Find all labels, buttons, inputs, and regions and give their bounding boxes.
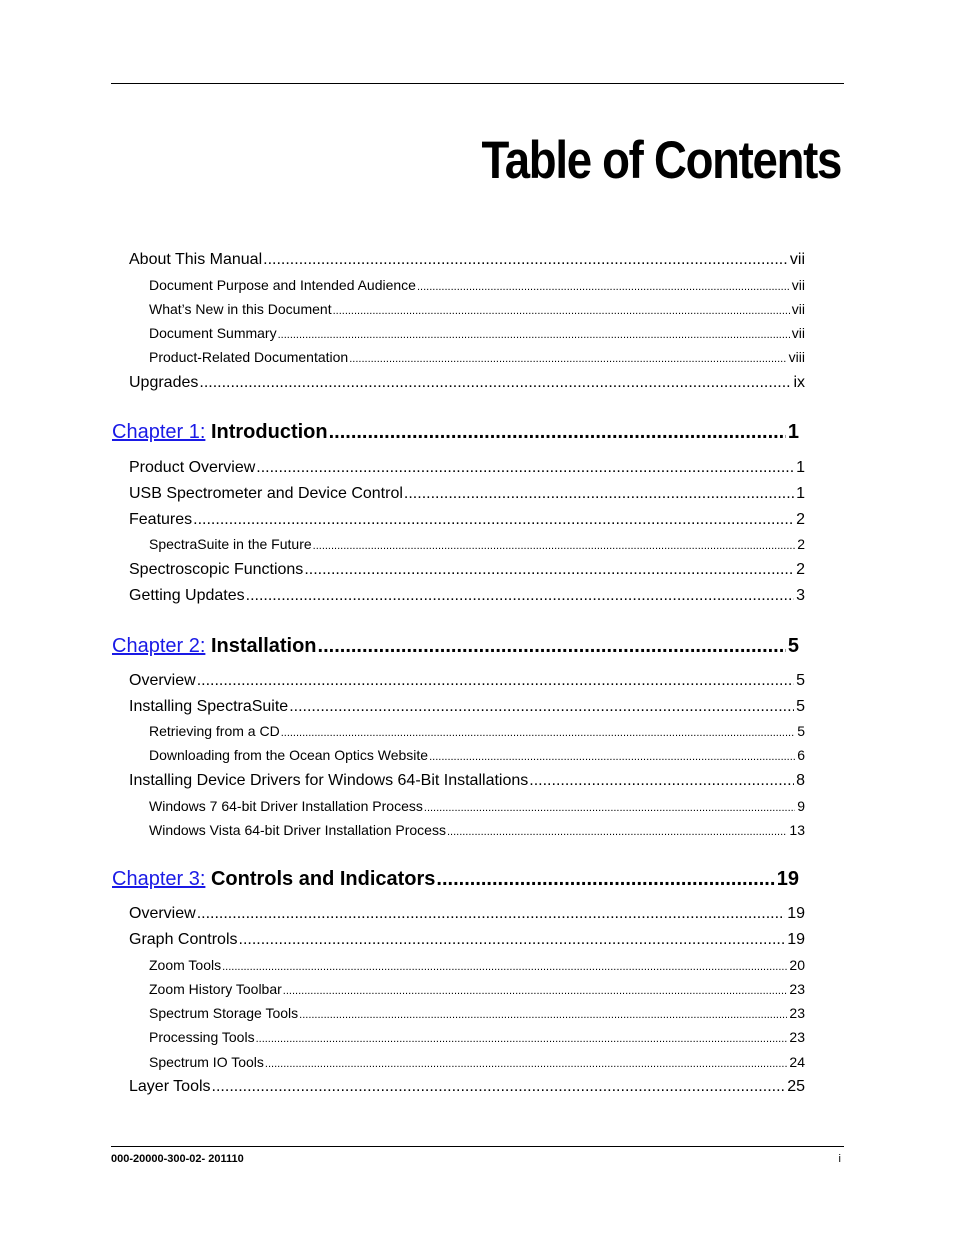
toc-entry-title: Installing SpectraSuite: [129, 698, 289, 715]
toc-subsection-entry[interactable]: [149, 349, 805, 365]
toc-section-entry[interactable]: [129, 587, 805, 605]
toc-page-number: 5: [797, 723, 805, 739]
dot-leader: [265, 1058, 788, 1070]
chapter-title: Installation: [210, 635, 317, 657]
toc-entry-title: Product-Related Documentation: [149, 349, 349, 365]
toc-page-number: 13: [789, 822, 805, 838]
dot-leader: [436, 868, 774, 891]
toc-page-number: 24: [789, 1054, 805, 1070]
toc-section-entry[interactable]: [129, 905, 805, 923]
toc-entry-title: About This Manual: [129, 251, 263, 268]
dot-leader: [299, 1009, 787, 1021]
toc-page-number: 2: [797, 536, 805, 552]
toc-section-entry[interactable]: [129, 459, 805, 477]
dot-leader: [199, 374, 791, 392]
toc-page-number: vii: [791, 277, 805, 293]
toc-page-number: 19: [787, 905, 805, 922]
toc-entry-title: Document Summary: [149, 325, 277, 341]
toc-section-entry[interactable]: [129, 485, 805, 503]
chapter-title: Introduction: [210, 421, 328, 443]
dot-leader: [529, 772, 794, 790]
dot-leader: [447, 826, 787, 838]
dot-leader: [333, 305, 790, 317]
dot-leader: [256, 459, 794, 477]
dot-leader: [281, 727, 796, 739]
toc-subsection-entry[interactable]: [149, 277, 805, 293]
toc-entry-title: Overview: [129, 905, 196, 922]
toc-section-entry[interactable]: [129, 772, 805, 790]
toc-entry-title: Windows 7 64-bit Driver Installation Process: [149, 798, 423, 814]
dot-leader: [197, 905, 786, 923]
toc-section-entry[interactable]: [129, 374, 805, 392]
page-number: i: [838, 1153, 841, 1165]
toc-entry-title: [112, 421, 328, 444]
chapter-link[interactable]: Chapter 2:: [112, 635, 206, 657]
toc-entry-title: [112, 635, 317, 658]
dot-leader: [429, 751, 795, 763]
page-title: Table of Contents: [481, 131, 841, 190]
toc-page-number: 23: [789, 981, 805, 997]
footer-rule: [111, 1146, 844, 1147]
toc-page-number: 1: [796, 485, 805, 502]
toc-chapter-entry[interactable]: [112, 635, 799, 658]
toc-page-number: 6: [797, 747, 805, 763]
toc-section-entry[interactable]: [129, 561, 805, 579]
toc-page-number: 23: [789, 1005, 805, 1021]
dot-leader: [289, 698, 794, 716]
toc-entry-title: Getting Updates: [129, 587, 245, 604]
toc-page-number: 8: [796, 772, 805, 789]
toc-page-number: ix: [793, 374, 805, 391]
toc-page-number: 1: [796, 459, 805, 476]
toc-entry-title: Product Overview: [129, 459, 256, 476]
toc-page-number: 19: [776, 868, 799, 890]
dot-leader: [329, 421, 786, 444]
toc-subsection-entry[interactable]: [149, 1029, 805, 1045]
dot-leader: [256, 1033, 788, 1045]
toc-page-number: 5: [787, 635, 799, 657]
chapter-title: Controls and Indicators: [210, 868, 436, 890]
toc-section-entry[interactable]: [129, 672, 805, 690]
toc-entry-title: Spectrum IO Tools: [149, 1054, 264, 1070]
toc-entry-title: Overview: [129, 672, 196, 689]
toc-entry-title: Zoom History Toolbar: [149, 981, 282, 997]
toc-entry-title: Spectrum Storage Tools: [149, 1005, 299, 1021]
toc-section-entry[interactable]: [129, 251, 805, 269]
toc-subsection-entry[interactable]: [149, 981, 805, 997]
toc-subsection-entry[interactable]: [149, 747, 805, 763]
toc-subsection-entry[interactable]: [149, 957, 805, 973]
toc-entry-title: Processing Tools: [149, 1029, 255, 1045]
header-rule: [111, 83, 844, 84]
toc-subsection-entry[interactable]: [149, 822, 805, 838]
toc-chapter-entry[interactable]: [112, 421, 799, 444]
toc-section-entry[interactable]: [129, 931, 805, 949]
toc-entry-title: Spectroscopic Functions: [129, 561, 304, 578]
dot-leader: [318, 635, 786, 658]
dot-leader: [278, 329, 790, 341]
toc-section-entry[interactable]: [129, 1078, 805, 1096]
toc-subsection-entry[interactable]: [149, 325, 805, 341]
dot-leader: [222, 961, 787, 973]
toc-entry-title: Document Purpose and Intended Audience: [149, 277, 416, 293]
toc-entry-title: Graph Controls: [129, 931, 238, 948]
toc-page-number: 20: [789, 957, 805, 973]
toc-subsection-entry[interactable]: [149, 1005, 805, 1021]
toc-page-number: 2: [796, 511, 805, 528]
dot-leader: [424, 802, 795, 814]
toc-page-number: viii: [788, 349, 805, 365]
toc-entry-title: USB Spectrometer and Device Control: [129, 485, 403, 502]
document-number: 000-20000-300-02- 201110: [111, 1153, 244, 1165]
toc-entry-title: SpectraSuite in the Future: [149, 536, 312, 552]
toc-subsection-entry[interactable]: [149, 536, 805, 552]
dot-leader: [417, 281, 790, 293]
toc-section-entry[interactable]: [129, 511, 805, 529]
toc-page-number: 25: [787, 1078, 805, 1095]
dot-leader: [349, 353, 786, 365]
toc-page-number: vii: [791, 325, 805, 341]
toc-entry-title: Features: [129, 511, 193, 528]
dot-leader: [313, 540, 796, 552]
chapter-link[interactable]: Chapter 1:: [112, 421, 206, 443]
toc-entry-title: Layer Tools: [129, 1078, 211, 1095]
toc-page-number: 23: [789, 1029, 805, 1045]
dot-leader: [263, 251, 788, 269]
toc-page-number: 5: [796, 672, 805, 689]
toc-subsection-entry[interactable]: [149, 723, 805, 739]
toc-subsection-entry[interactable]: [149, 301, 805, 317]
toc-subsection-entry[interactable]: [149, 1054, 805, 1070]
toc-subsection-entry[interactable]: [149, 798, 805, 814]
toc-entry-title: Windows Vista 64-bit Driver Installation Process: [149, 822, 446, 838]
dot-leader: [246, 587, 794, 605]
toc-entry-title: Upgrades: [129, 374, 199, 391]
toc-page-number: 1: [787, 421, 799, 443]
toc-chapter-entry[interactable]: [112, 868, 799, 891]
toc-entry-title: Installing Device Drivers for Windows 64-Bit Installations: [129, 772, 529, 789]
toc-entry-title: Retrieving from a CD: [149, 723, 280, 739]
toc-section-entry[interactable]: [129, 698, 805, 716]
toc-entry-title: What’s New in this Document: [149, 301, 332, 317]
dot-leader: [193, 511, 794, 529]
toc-page-number: vii: [791, 301, 805, 317]
dot-leader: [283, 985, 788, 997]
toc-page-number: 9: [797, 798, 805, 814]
dot-leader: [404, 485, 794, 503]
dot-leader: [197, 672, 794, 690]
dot-leader: [212, 1078, 786, 1096]
toc-entry-title: Downloading from the Ocean Optics Website: [149, 747, 429, 763]
dot-leader: [239, 931, 786, 949]
toc-page-number: 2: [796, 561, 805, 578]
toc-page-number: 5: [796, 698, 805, 715]
dot-leader: [304, 561, 794, 579]
toc-page-number: vii: [789, 251, 805, 268]
toc-page-number: 3: [796, 587, 805, 604]
toc-entry-title: Zoom Tools: [149, 957, 222, 973]
toc-entry-title: [112, 868, 435, 891]
chapter-link[interactable]: Chapter 3:: [112, 868, 206, 890]
toc-page-number: 19: [787, 931, 805, 948]
